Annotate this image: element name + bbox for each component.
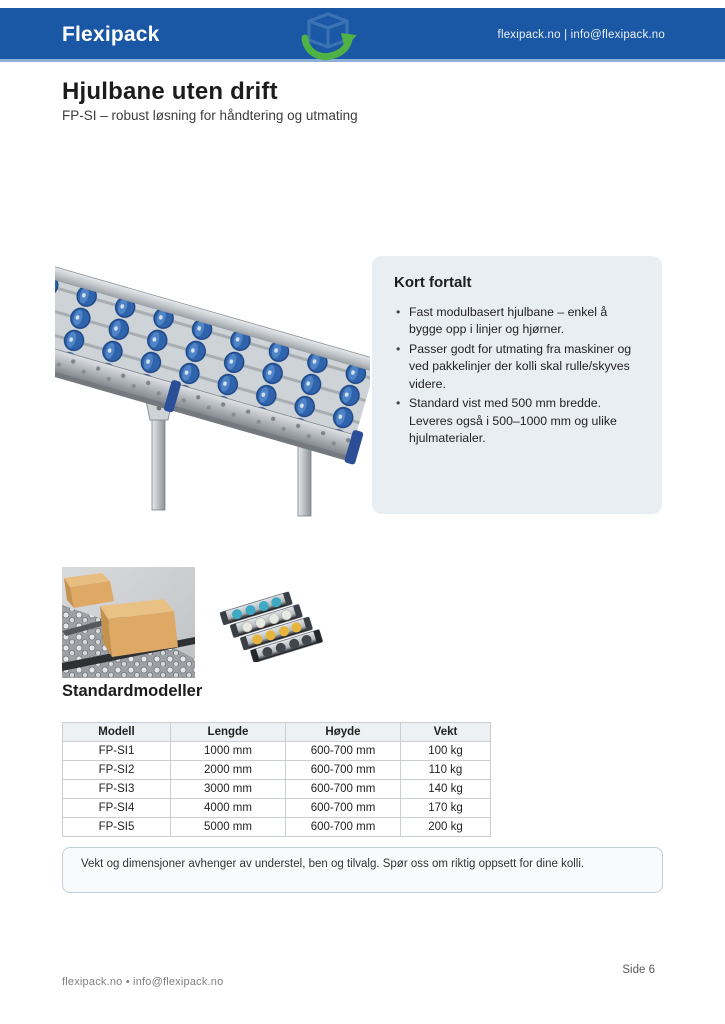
cell-length: 4000 mm	[171, 799, 286, 818]
info-bullet: • Fast modulbasert hjulbane – enkel å bygge opp i linjer og hjørner.	[394, 304, 640, 339]
note-box	[62, 847, 663, 893]
cell-model: FP-SI2	[63, 761, 171, 780]
table-header-cell: Lengde	[171, 723, 286, 742]
table-header-row	[63, 723, 491, 742]
info-box-title: Kort fortalt	[394, 274, 472, 291]
table-row	[63, 742, 491, 761]
footer-page-number: Side 6	[622, 964, 655, 976]
table-header-cell: Vekt	[401, 723, 491, 742]
cell-length: 3000 mm	[171, 780, 286, 799]
info-box-kort-fortalt	[372, 256, 662, 514]
brand-logo-text: Flexipack	[62, 23, 160, 46]
info-bullet-list	[394, 304, 640, 448]
cell-length: 5000 mm	[171, 818, 286, 837]
footer-contact-text: flexipack.no • info@flexipack.no	[62, 976, 224, 988]
cell-height: 600-700 mm	[286, 780, 401, 799]
cell-model: FP-SI5	[63, 818, 171, 837]
cell-model: FP-SI3	[63, 780, 171, 799]
page-title: Hjulbane uten drift	[62, 78, 278, 105]
cell-height: 600-700 mm	[286, 818, 401, 837]
cell-weight: 110 kg	[401, 761, 491, 780]
table-row	[63, 761, 491, 780]
cell-length: 2000 mm	[171, 761, 286, 780]
cell-weight: 100 kg	[401, 742, 491, 761]
table-row	[63, 818, 491, 837]
thumb-roller-tracks-photo	[212, 590, 332, 662]
cell-length: 1000 mm	[171, 742, 286, 761]
table-header-cell: Modell	[63, 723, 171, 742]
flexipack-cube-arrow-icon	[298, 10, 362, 67]
header-contact-text: flexipack.no | info@flexipack.no	[497, 29, 665, 41]
cell-model: FP-SI4	[63, 799, 171, 818]
thumb-boxes-on-conveyor-photo	[62, 567, 195, 678]
cell-height: 600-700 mm	[286, 799, 401, 818]
info-bullet: • Passer godt for utmating fra maskiner og ved pakkelinjer der kolli skal rulle/skyves videre.	[394, 341, 640, 393]
page-subtitle: FP-SI – robust løsning for håndtering og utmating	[62, 108, 358, 123]
header-bar	[0, 8, 725, 62]
table-header-cell: Høyde	[286, 723, 401, 742]
models-table	[62, 722, 491, 837]
cell-weight: 200 kg	[401, 818, 491, 837]
cell-height: 600-700 mm	[286, 761, 401, 780]
note-text: Vekt og dimensjoner avhenger av understel, ben og tilvalg. Spør oss om riktig oppsett for dine kolli.	[81, 858, 585, 870]
cell-weight: 140 kg	[401, 780, 491, 799]
table-row	[63, 799, 491, 818]
product-photo-conveyor	[55, 248, 370, 520]
cell-height: 600-700 mm	[286, 742, 401, 761]
info-bullet: • Standard vist med 500 mm bredde. Leveres også i 500–1000 mm og ulike hjulmaterialer.	[394, 395, 640, 447]
section-heading-standardmodeller: Standardmodeller	[62, 682, 203, 700]
cell-weight: 170 kg	[401, 799, 491, 818]
table-row	[63, 780, 491, 799]
cell-model: FP-SI1	[63, 742, 171, 761]
